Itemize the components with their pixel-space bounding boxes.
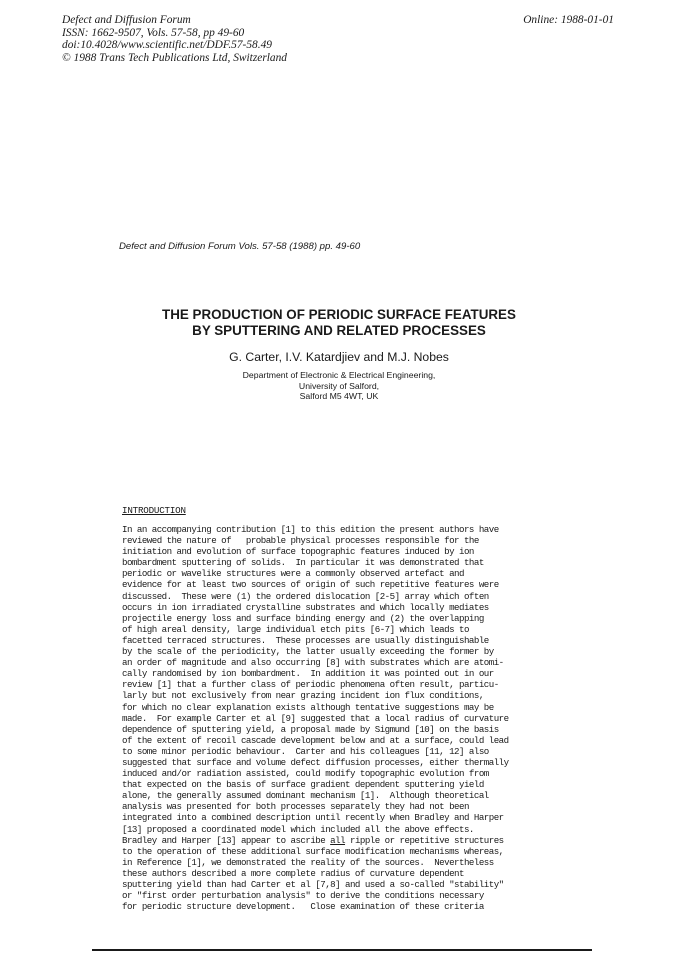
body-line: of high areal density, large individual etch pits [6-7] which leads to — [122, 623, 469, 635]
body-line: to the operation of these additional surface modification mechanisms whereas, — [122, 845, 504, 857]
body-line: [13] proposed a coordinated model which included all the above effects. — [122, 823, 474, 835]
affiliation — [0, 370, 678, 402]
body-line: evidence for at least two sources of origin of such repetitive features were — [122, 579, 499, 591]
body-line: in Reference [1], we demonstrated the reality of the sources. Nevertheless — [122, 856, 494, 868]
doi-line: doi:10.4028/www.scientific.net/DDF.57-58.49 — [62, 39, 272, 52]
body-line: analysis was presented for both processes separately they had not been — [122, 801, 469, 813]
body-line: facetted terraced structures. These processes are usually distinguishable — [122, 634, 489, 646]
body-line: review [1] that a further class of periodic phenomena often result, particu- — [122, 679, 499, 691]
author-list: G. Carter, I.V. Katardjiev and M.J. Nobes — [229, 350, 449, 364]
online-date: Online: 1988-01-01 — [523, 14, 614, 26]
copyright-line: © 1988 Trans Tech Publications Ltd, Switzerland — [62, 51, 287, 64]
body-line: by the scale of the periodicity, the latter usually exceeding the former by — [122, 646, 494, 658]
body-line: that expected on the basis of surface gradient dependent sputtering yield — [122, 779, 484, 791]
body-line: suggested that surface and volume defect diffusion processes, either thermally — [122, 756, 509, 768]
body-line: In an accompanying contribution [1] to this edition the present authors have — [122, 524, 499, 535]
body-line: dependence of sputtering yield, a proposal made by Sigmund [10] on the basis — [122, 723, 499, 735]
title-line-1: THE PRODUCTION OF PERIODIC SURFACE FEATURES — [162, 307, 516, 322]
body-line: bombardment sputtering of solids. In particular it was demonstrated that — [122, 557, 484, 569]
body-line: larly but not exclusively from near grazing incident ion flux conditions, — [122, 690, 484, 702]
body-line: or "first order perturbation analysis" to derive the conditions necessary — [122, 890, 484, 902]
body-line: initiation and evolution of surface topographic features induced by ion — [122, 546, 474, 558]
body-line: made. For example Carter et al [9] suggested that a local radius of curvature — [122, 712, 509, 724]
bottom-rule — [92, 949, 592, 951]
affiliation-city: Salford M5 4WT, UK — [299, 391, 379, 402]
affiliation-department: Department of Electronic & Electrical Engineering, — [242, 370, 436, 380]
body-line: reviewed the nature of probable physical processes responsible for the — [122, 535, 479, 547]
citation-header — [62, 14, 287, 64]
body-line: for periodic structure development. Close examination of these criteria — [122, 901, 484, 913]
paper-title — [0, 307, 678, 339]
journal-reference: Defect and Diffusion Forum Vols. 57-58 (1988) pp. 49-60 — [119, 241, 361, 252]
body-line: induced and/or radiation assisted, could modify topographic evolution from — [122, 768, 489, 780]
emphasized-word: all — [330, 834, 346, 846]
section-heading: INTRODUCTION — [122, 505, 186, 516]
title-line-2: BY SPUTTERING AND RELATED PROCESSES — [192, 323, 486, 338]
journal-name: Defect and Diffusion Forum — [62, 14, 191, 26]
body-line: to some minor periodic behaviour. Carter and his colleagues [11, 12] also — [122, 745, 489, 757]
body-line: sputtering yield than had Carter et al [7,8] and used a so-called "stability" — [122, 879, 504, 890]
affiliation-university: University of Salford, — [298, 380, 380, 391]
body-line: an order of magnitude and also occurring [8] with substrates which are atomi- — [122, 657, 504, 669]
body-line: projectile energy loss and surface binding energy and (2) the overlapping — [122, 612, 484, 624]
body-line: Bradley and Harper [13] appear to ascribe all ripple or repetitive structures — [122, 834, 504, 846]
body-line: alone, the generally assumed dominant mechanism [1]. Although theoretical — [122, 790, 489, 802]
body-line: for which no clear explanation exists although tentative suggestions may be — [122, 701, 494, 713]
body-line: of the extent of recoil cascade development below and at a surface, could lead — [122, 734, 509, 746]
body-line: cally randomised by ion bombardment. In addition it was pointed out in our — [122, 668, 494, 680]
body-line: these authors described a more complete radius of curvature dependent — [122, 867, 464, 879]
introduction-body — [122, 524, 509, 912]
body-line: occurs in ion irradiated crystalline substrates and which locally mediates — [122, 601, 489, 613]
body-line: periodic or wavelike structures were a commonly observed artefact and — [122, 568, 464, 580]
body-line: integrated into a combined description until recently when Bradley and Harper — [122, 812, 504, 824]
issn-line: ISSN: 1662-9507, Vols. 57-58, pp 49-60 — [62, 26, 245, 39]
body-line: discussed. These were (1) the ordered dislocation [2-5] array which often — [122, 590, 489, 602]
